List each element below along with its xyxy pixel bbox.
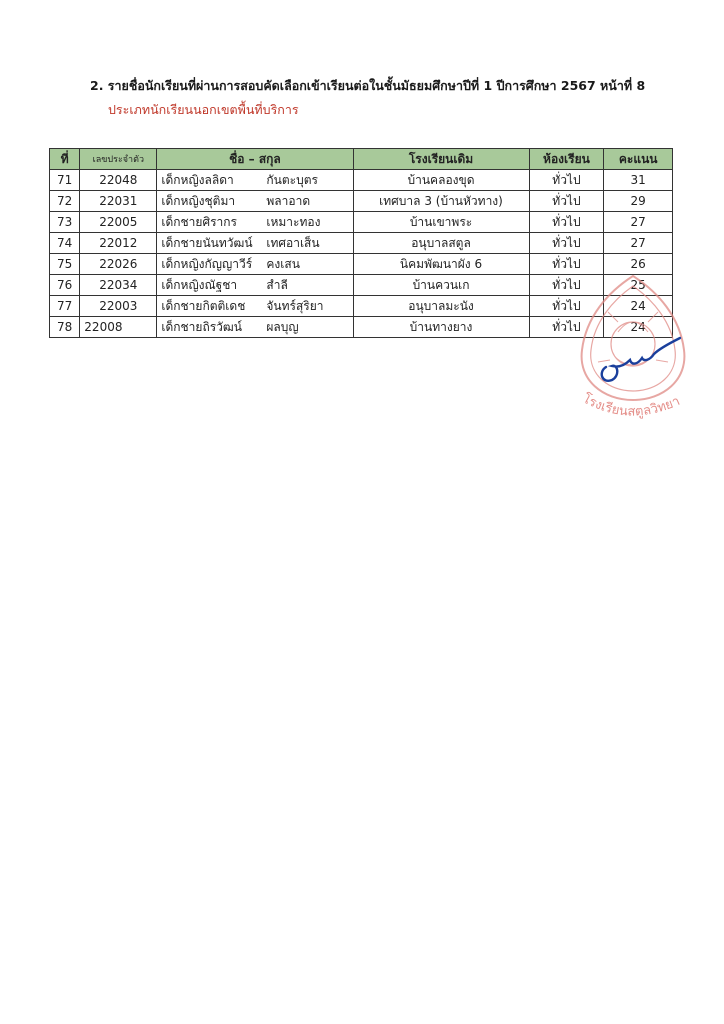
row-name [157, 317, 353, 338]
row-room: ทั่วไป [529, 254, 604, 275]
row-score: 29 [604, 191, 673, 212]
row-score: 27 [604, 212, 673, 233]
row-id: 22008 [80, 317, 157, 338]
row-school: อนุบาลมะนัง [353, 296, 529, 317]
row-no: 76 [50, 275, 80, 296]
page-title: 2. รายชื่อนักเรียนที่ผ่านการสอบคัดเลือกเข้าเรียนต่อในชั้นมัธยมศึกษาปีที่ 1 ปีการศึกษา 2567 หน้าที่ 8 [90, 78, 646, 93]
row-room: ทั่วไป [529, 233, 604, 254]
row-id: 22005 [80, 212, 157, 233]
row-name [157, 191, 353, 212]
first-name: เด็กหญิงลลิดา [161, 172, 234, 187]
last-name: พลาอาด [266, 193, 311, 208]
row-score: 27 [604, 233, 673, 254]
row-id: 22012 [80, 233, 157, 254]
row-name [157, 296, 353, 317]
table-row [50, 212, 673, 233]
row-school: เทศบาล 3 (บ้านหัวทาง) [353, 191, 529, 212]
header-school: โรงเรียนเดิม [353, 149, 529, 170]
school-seal-stamp [568, 272, 698, 432]
row-no: 78 [50, 317, 80, 338]
first-name: เด็กหญิงกัญญาวีร์ [161, 256, 253, 271]
first-name: เด็กหญิงชุติมา [161, 193, 236, 208]
last-name: คงเสน [266, 256, 300, 271]
row-id: 22034 [80, 275, 157, 296]
last-name: เหมาะทอง [266, 214, 321, 229]
first-name: เด็กชายนันทวัฒน์ [161, 235, 253, 250]
table-header-row [50, 149, 673, 170]
row-school: นิคมพัฒนาผัง 6 [353, 254, 529, 275]
row-no: 71 [50, 170, 80, 191]
table-row [50, 233, 673, 254]
table-row [50, 191, 673, 212]
last-name: เทศอาเส็น [266, 235, 320, 250]
row-room: ทั่วไป [529, 170, 604, 191]
category-subtitle: ประเภทนักเรียนนอกเขตพื้นที่บริการ [108, 102, 299, 117]
row-id: 22003 [80, 296, 157, 317]
row-id: 22048 [80, 170, 157, 191]
row-room: ทั่วไป [529, 296, 604, 317]
row-name [157, 233, 353, 254]
row-room: ทั่วไป [529, 191, 604, 212]
row-school: บ้านเขาพระ [353, 212, 529, 233]
row-no: 74 [50, 233, 80, 254]
header-id: เลขประจำตัว [80, 149, 157, 170]
row-school: อนุบาลสตูล [353, 233, 529, 254]
first-name: เด็กชายถิรวัฒน์ [161, 319, 242, 334]
row-no: 72 [50, 191, 80, 212]
row-score: 26 [604, 254, 673, 275]
row-score: 25 [604, 275, 673, 296]
row-room: ทั่วไป [529, 212, 604, 233]
row-room: ทั่วไป [529, 317, 604, 338]
row-score: 24 [604, 317, 673, 338]
row-name [157, 275, 353, 296]
seal-text: โรงเรียนสตูลวิทยา [579, 391, 683, 420]
header-name: ชื่อ – สกุล [157, 149, 353, 170]
row-no: 75 [50, 254, 80, 275]
row-school: บ้านคลองขุด [353, 170, 529, 191]
signature-mark [602, 338, 680, 381]
row-name [157, 170, 353, 191]
row-no: 73 [50, 212, 80, 233]
first-name: เด็กหญิงณัฐชา [161, 277, 238, 292]
last-name: จันทร์สุริยา [266, 298, 324, 313]
row-score: 24 [604, 296, 673, 317]
header-room: ห้องเรียน [529, 149, 604, 170]
last-name: กันตะบุตร [266, 172, 318, 187]
first-name: เด็กชายศิรากร [161, 214, 237, 229]
row-name [157, 254, 353, 275]
row-id: 22031 [80, 191, 157, 212]
row-no: 77 [50, 296, 80, 317]
header-no: ที่ [50, 149, 80, 170]
last-name: ผลบุญ [266, 319, 299, 334]
row-score: 31 [604, 170, 673, 191]
table-row [50, 170, 673, 191]
row-id: 22026 [80, 254, 157, 275]
first-name: เด็กชายกิตติเดช [161, 298, 246, 313]
row-room: ทั่วไป [529, 275, 604, 296]
row-name [157, 212, 353, 233]
row-school: บ้านควนเก [353, 275, 529, 296]
last-name: สำลี [266, 277, 288, 292]
header-score: คะแนน [604, 149, 673, 170]
row-school: บ้านทางยาง [353, 317, 529, 338]
